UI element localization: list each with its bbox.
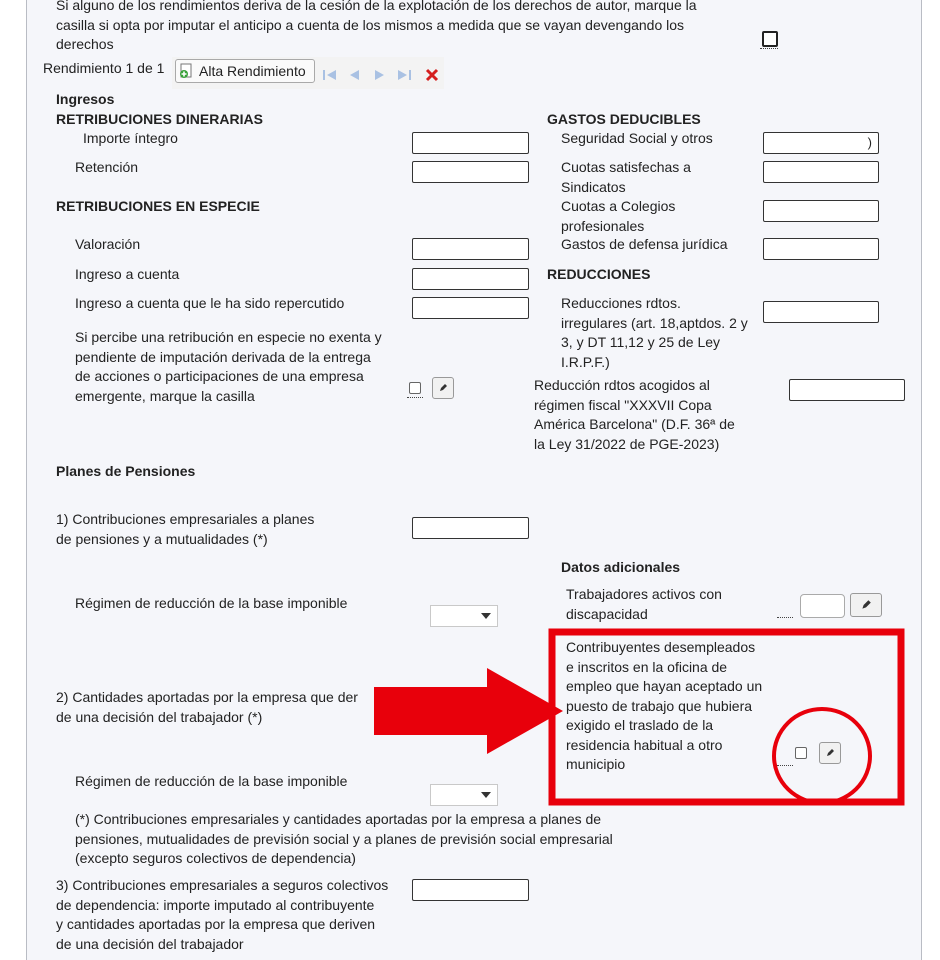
dotted-leader (777, 765, 793, 766)
seguridad-social-value: ) (867, 135, 872, 150)
dinerarias-title: RETRIBUCIONES DINERARIAS (56, 111, 263, 127)
irregulares-label-line: 3, y DT 11,12 y 25 de Ley (561, 334, 721, 350)
adicionales-title: Datos adicionales (561, 559, 681, 575)
contribuciones-1-line: de pensiones y a mutualidades (*) (56, 530, 268, 547)
irregulares-input[interactable] (763, 301, 879, 323)
contribuciones-1-input[interactable] (412, 517, 529, 539)
contribuciones-3-line: de dependencia: importe imputado al contribuyente (56, 896, 375, 913)
dotted-leader (407, 397, 423, 398)
planes-title: Planes de Pensiones (56, 463, 196, 479)
sindicatos-label (561, 158, 691, 197)
contribuciones-3-line: 3) Contribuciones empresariales a seguros colectivos (56, 877, 389, 893)
desempleados-label (566, 638, 786, 775)
ingreso-cuenta-input[interactable] (412, 268, 529, 290)
irregulares-label-line: irregulares (art. 18,aptdos. 2 y (561, 314, 748, 331)
especie-note-line: emergente, marque la casilla (75, 387, 255, 404)
especie-title: RETRIBUCIONES EN ESPECIE (56, 198, 260, 214)
contribuciones-2-line: 2) Cantidades aportadas por la empresa que der (56, 689, 358, 705)
discapacidad-label (566, 585, 722, 624)
colegios-input[interactable] (763, 200, 879, 222)
retencion-label: Retención (75, 159, 139, 175)
especie-emergente-checkbox[interactable] (409, 382, 421, 394)
colegios-label-line: profesionales (561, 217, 645, 234)
next-record-icon[interactable] (373, 68, 387, 87)
valoracion-input[interactable] (412, 238, 529, 260)
copa-america-input[interactable] (789, 379, 905, 401)
contribuciones-2-line: de una decisión del trabajador (*) (56, 708, 263, 725)
desempleados-checkbox[interactable] (795, 747, 807, 759)
especie-note-line: de acciones o participaciones de una empresa (75, 368, 364, 384)
dotted-leader (777, 617, 793, 618)
desempleados-label-line: puesto de trabajo que hubiera (566, 697, 753, 714)
planes-footnote-line: (excepto seguros colectivos de dependencia) (75, 850, 356, 866)
especie-edit-button[interactable] (432, 377, 454, 399)
add-record-label: Alta Rendimiento (199, 63, 306, 79)
desempleados-label-line: e inscritos en la oficina de (566, 658, 728, 675)
discapacidad-label-line: discapacidad (566, 605, 648, 622)
reducciones-title: REDUCCIONES (547, 266, 651, 282)
regimen-reduccion-label-2: Régimen de reducción de la base imponible (75, 773, 348, 789)
desempleados-label-line: municipio (566, 756, 626, 772)
contribuciones-3-input[interactable] (412, 879, 529, 901)
first-record-icon[interactable] (321, 68, 337, 87)
copa-america-label-line: régimen fiscal "XXXVII Copa (534, 396, 712, 413)
ingreso-cuenta-label: Ingreso a cuenta (75, 266, 180, 282)
copa-america-label-line: Reducción rdtos acogidos al (534, 377, 710, 393)
importe-integro-label: Importe íntegro (83, 130, 178, 146)
contribuciones-3-line: de una decisión del trabajador (56, 935, 244, 952)
seguridad-social-label: Seguridad Social y otros (561, 130, 713, 146)
derechos-autor-checkbox[interactable] (762, 31, 778, 47)
gastos-title: GASTOS DEDUCIBLES (547, 111, 701, 127)
regimen-reduccion-select-1[interactable] (430, 605, 498, 627)
especie-note-line: pendiente de imputación derivada de la entrega (75, 348, 371, 365)
pencil-icon (825, 748, 835, 758)
sindicatos-label-line: Cuotas satisfechas a (561, 159, 691, 175)
defensa-input[interactable] (763, 238, 879, 260)
regimen-reduccion-label-1: Régimen de reducción de la base imponible (75, 595, 348, 611)
ingresos-title: Ingresos (56, 91, 115, 107)
valoracion-label: Valoración (75, 236, 141, 252)
copa-america-label-line: América Barcelona" (D.F. 36ª de (534, 416, 735, 432)
desempleados-label-line: residencia habitual a otro (566, 736, 723, 753)
irregulares-label (561, 294, 761, 372)
irregulares-label-line: I.R.P.F.) (561, 353, 610, 370)
add-document-icon (179, 63, 193, 84)
repercutido-input[interactable] (412, 297, 529, 319)
dotted-leader (760, 48, 778, 49)
especie-note (75, 328, 405, 406)
desempleados-label-line: Contribuyentes desempleados (566, 639, 756, 655)
desempleados-label-line: empleo que hayan aceptado un (566, 678, 763, 694)
sindicatos-label-line: Sindicatos (561, 178, 626, 195)
colegios-label (561, 197, 675, 236)
top-paragraph-line: Si alguno de los rendimientos deriva de la cesión de la explotación de los derechos de autor, marque la (56, 0, 697, 13)
sindicatos-input[interactable] (763, 161, 879, 183)
record-counter: Rendimiento 1 de 1 (43, 60, 165, 76)
copa-america-label-line: la Ley 31/2022 de PGE-2023) (534, 435, 720, 452)
defensa-label: Gastos de defensa jurídica (561, 236, 728, 252)
top-paragraph (56, 0, 756, 55)
regimen-reduccion-select-2[interactable] (430, 784, 498, 806)
chevron-down-icon (475, 785, 497, 805)
previous-record-icon[interactable] (347, 68, 361, 87)
discapacidad-label-line: Trabajadores activos con (566, 586, 722, 602)
pencil-icon (438, 383, 448, 393)
discapacidad-input[interactable] (800, 594, 845, 618)
colegios-label-line: Cuotas a Colegios (561, 198, 676, 214)
importe-integro-input[interactable] (412, 132, 529, 154)
contribuciones-3-line: y cantidades aportadas por la empresa que deriven (56, 916, 376, 932)
especie-note-line: Si percibe una retribución en especie no exenta y (75, 329, 382, 345)
add-record-button[interactable] (175, 59, 315, 83)
contribuciones-1-label (56, 510, 314, 549)
planes-footnote-line: (*) Contribuciones empresariales y cantidades aportadas por la empresa a planes de (75, 811, 602, 827)
seguridad-social-input[interactable] (763, 132, 879, 154)
planes-footnote-line: pensiones, mutualidades de previsión social y a planes de previsión social empresarial (75, 830, 613, 847)
contribuciones-2-label (56, 688, 358, 727)
copa-america-label (534, 376, 774, 454)
repercutido-label: Ingreso a cuenta que le ha sido repercutido (75, 295, 345, 311)
contribuciones-1-line: 1) Contribuciones empresariales a planes (56, 511, 315, 527)
chevron-down-icon (475, 606, 497, 626)
desempleados-label-line: exigido el traslado de la (566, 717, 714, 733)
contribuciones-3-label (56, 876, 416, 954)
top-paragraph-line: derechos (56, 36, 114, 52)
planes-footnote (75, 810, 675, 869)
discapacidad-edit-button[interactable] (850, 593, 882, 617)
top-paragraph-line: casilla si opta por imputar el anticipo a cuenta de los mismos a medida que se vayan devengando los (56, 16, 685, 33)
irregulares-label-line: Reducciones rdtos. (561, 295, 681, 311)
delete-record-icon[interactable] (425, 68, 439, 87)
desempleados-edit-button[interactable] (819, 742, 841, 764)
pencil-icon (860, 599, 872, 611)
last-record-icon[interactable] (397, 68, 413, 87)
retencion-input[interactable] (412, 161, 529, 183)
